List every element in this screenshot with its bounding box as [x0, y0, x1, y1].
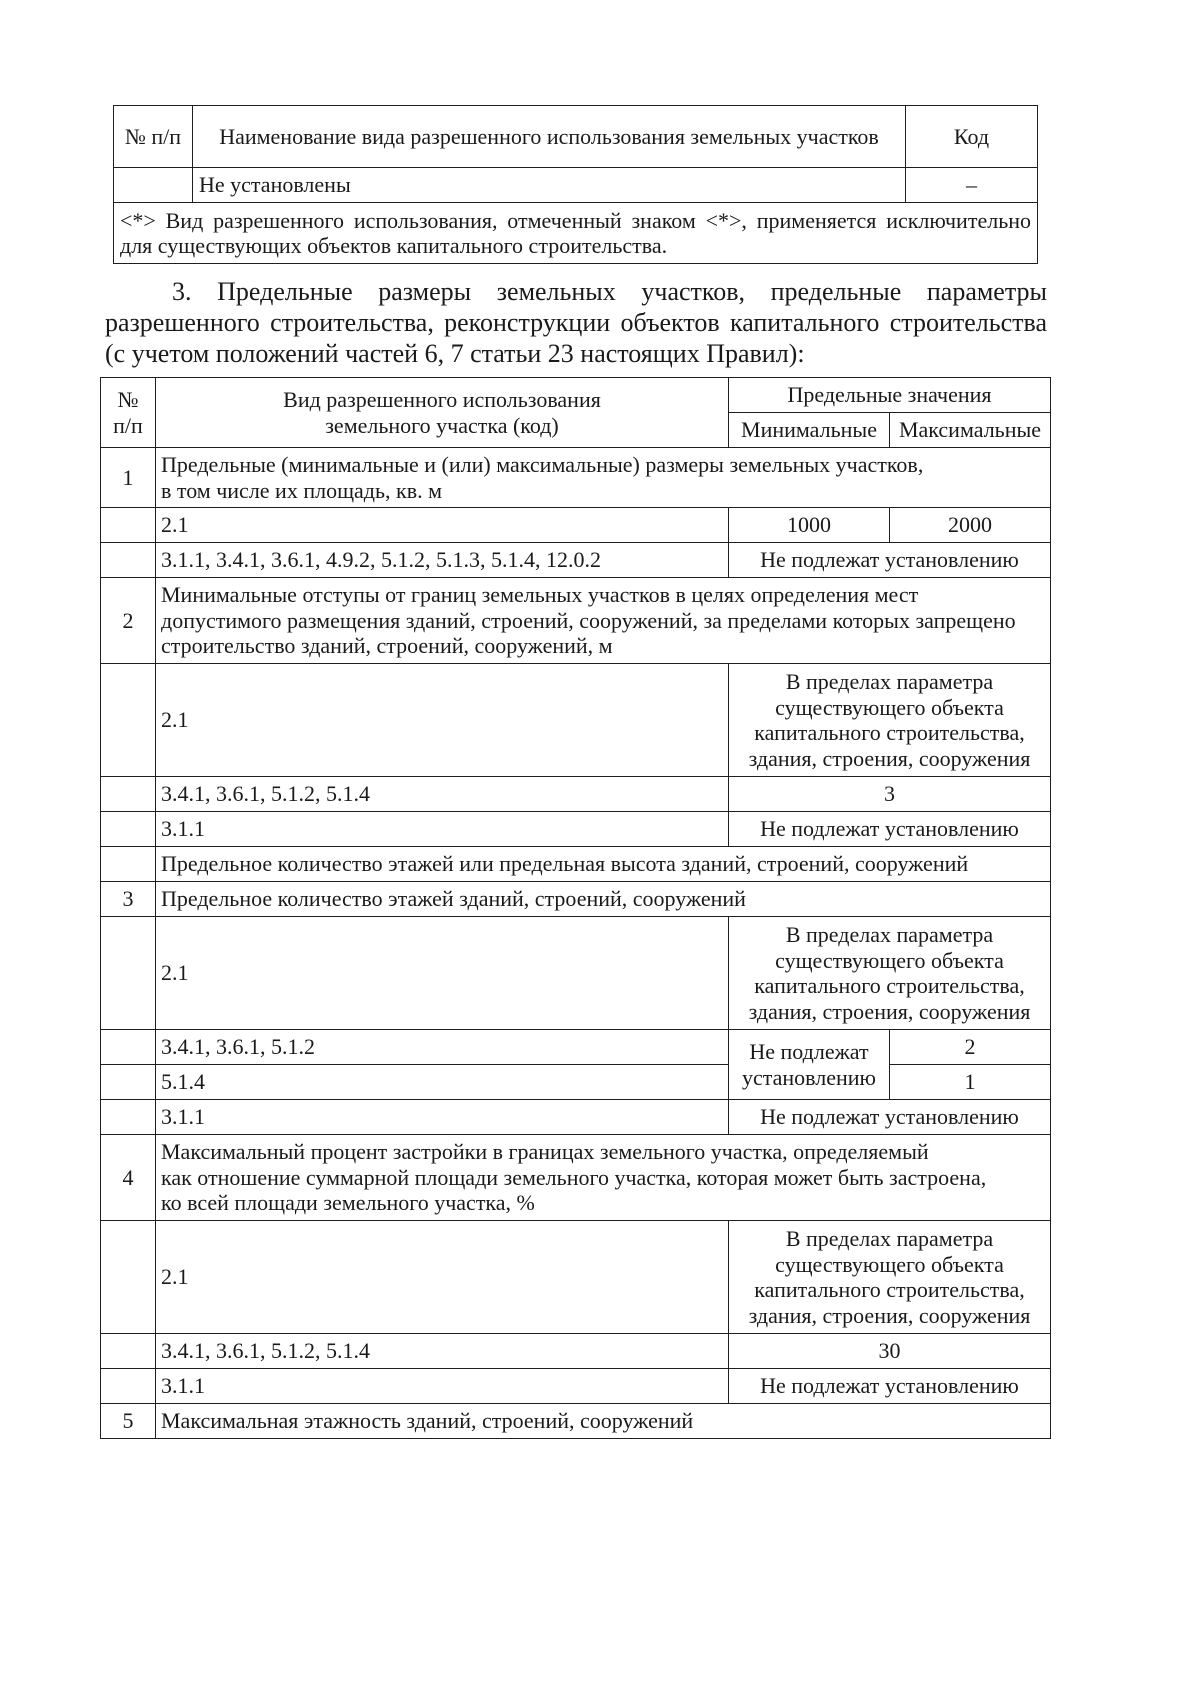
paragraph-line: 3. Предельные размеры земельных участков, предельные параметры — [172, 277, 1047, 306]
table-header-row — [101, 378, 1051, 413]
table-row — [101, 1221, 1051, 1334]
section-title-cell: Предельные (минимальные и (или) максимальные) размеры земельных участков, в том числе их площадь, кв. м — [156, 448, 1051, 508]
max-value-cell: 2 — [890, 1030, 1051, 1065]
row-number-cell — [101, 543, 156, 578]
limit-value-cell: Не подлежат установлению — [729, 1100, 1051, 1135]
table-row — [101, 578, 1051, 664]
footnote-row — [114, 203, 1038, 264]
header-number: № п/п — [114, 106, 193, 168]
use-code-cell: 3.1.1 — [156, 812, 729, 847]
row-number-cell — [114, 168, 193, 203]
section-number-cell: 1 — [101, 448, 156, 508]
limit-value-cell: 30 — [729, 1334, 1051, 1369]
permitted-use-table — [113, 105, 1038, 264]
section-number-cell: 5 — [101, 1404, 156, 1439]
header-max: Максимальные — [890, 413, 1051, 448]
row-number-cell — [101, 777, 156, 812]
section-3-paragraph — [105, 276, 1047, 369]
table-row — [101, 1369, 1051, 1404]
use-code-cell: 3.1.1 — [156, 1369, 729, 1404]
table-header-row — [114, 106, 1038, 168]
use-code-cell: 2.1 — [156, 1221, 729, 1334]
row-number-cell — [101, 664, 156, 777]
row-number-cell — [101, 1030, 156, 1065]
limit-value-cell: В пределах параметра существующего объекта капитального строительства, здания, строения, сооружения — [729, 1221, 1051, 1334]
footnote-line: для существующих объектов капитального строительства. — [120, 233, 668, 258]
row-number-cell — [101, 1100, 156, 1135]
section-title-cell: Минимальные отступы от границ земельных участков в целях определения мест допустимого размещения зданий, строений, сооружений, за пределами которых запрещено строительство зданий, строений, сооружений, м — [156, 578, 1051, 664]
row-number-cell — [101, 812, 156, 847]
paragraph-line: (с учетом положений частей 6, 7 статьи 23 настоящих Правил): — [105, 339, 805, 368]
header-limits: Предельные значения — [729, 378, 1051, 413]
limits-table — [100, 377, 1051, 1439]
paragraph-line: разрешенного строительства, реконструкции объектов капитального строительства — [105, 308, 1047, 337]
limit-value-cell: Не подлежат установлению — [729, 1369, 1051, 1404]
use-code-cell: 2.1 — [156, 917, 729, 1030]
limit-value-cell: Не подлежат установлению — [729, 543, 1051, 578]
use-code-cell: 3.1.1, 3.4.1, 3.6.1, 4.9.2, 5.1.2, 5.1.3, 5.1.4, 12.0.2 — [156, 543, 729, 578]
section-title-cell: Предельное количество этажей зданий, строений, сооружений — [156, 882, 1051, 917]
row-number-cell — [101, 847, 156, 882]
section-number-cell: 2 — [101, 578, 156, 664]
use-code-cell: 3.1.1 — [156, 1100, 729, 1135]
max-value-cell: 1 — [890, 1065, 1051, 1100]
use-code-cell: 2.1 — [156, 664, 729, 777]
row-number-cell — [101, 1065, 156, 1100]
table-row — [101, 847, 1051, 882]
table-row — [101, 777, 1051, 812]
limit-value-cell: 3 — [729, 777, 1051, 812]
section-title-cell: Максимальная этажность зданий, строений, сооружений — [156, 1404, 1051, 1439]
row-number-cell — [101, 917, 156, 1030]
row-number-cell — [101, 1369, 156, 1404]
row-number-cell — [101, 1221, 156, 1334]
table-row — [101, 1030, 1051, 1065]
header-min: Минимальные — [729, 413, 890, 448]
header-code: Код — [906, 106, 1038, 168]
section-number-cell: 4 — [101, 1135, 156, 1221]
min-value-cell: 1000 — [729, 508, 890, 543]
table-row — [101, 448, 1051, 508]
section-title-cell: Предельное количество этажей или предельная высота зданий, строений, сооружений — [156, 847, 1051, 882]
table-row — [101, 508, 1051, 543]
limit-value-cell: Не подлежат установлению — [729, 812, 1051, 847]
use-code-cell: 5.1.4 — [156, 1065, 729, 1100]
table-row — [101, 543, 1051, 578]
table-row — [101, 1135, 1051, 1221]
header-use-type: Вид разрешенного использования земельного участка (код) — [156, 378, 729, 448]
table-row — [101, 882, 1051, 917]
section-title-cell: Максимальный процент застройки в границах земельного участка, определяемый как отношение суммарной площади земельного участка, которая может быть застроена, ко всей площади земельного участка, % — [156, 1135, 1051, 1221]
limit-value-cell: В пределах параметра существующего объекта капитального строительства, здания, строения, сооружения — [729, 664, 1051, 777]
table-row — [101, 1100, 1051, 1135]
table-row — [114, 168, 1038, 203]
section-number-cell: 3 — [101, 882, 156, 917]
min-value-cell: Не подлежат установлению — [729, 1030, 890, 1100]
limit-value-cell: В пределах параметра существующего объекта капитального строительства, здания, строения, сооружения — [729, 917, 1051, 1030]
footnote-line: <*> Вид разрешенного использования, отмеченный знаком <*>, применяется исключительно — [120, 207, 1031, 233]
footnote-cell — [114, 203, 1038, 264]
max-value-cell: 2000 — [890, 508, 1051, 543]
use-code-cell: 2.1 — [156, 508, 729, 543]
table-row — [101, 917, 1051, 1030]
table-row — [101, 1065, 1051, 1100]
header-use-name: Наименование вида разрешенного использования земельных участков — [193, 106, 906, 168]
row-number-cell — [101, 1334, 156, 1369]
use-name-cell: Не установлены — [193, 168, 906, 203]
code-cell: – — [906, 168, 1038, 203]
table-row — [101, 1404, 1051, 1439]
use-code-cell: 3.4.1, 3.6.1, 5.1.2, 5.1.4 — [156, 1334, 729, 1369]
use-code-cell: 3.4.1, 3.6.1, 5.1.2, 5.1.4 — [156, 777, 729, 812]
table-row — [101, 1334, 1051, 1369]
use-code-cell: 3.4.1, 3.6.1, 5.1.2 — [156, 1030, 729, 1065]
table-row — [101, 664, 1051, 777]
header-number: № п/п — [101, 378, 156, 448]
row-number-cell — [101, 508, 156, 543]
table-row — [101, 812, 1051, 847]
